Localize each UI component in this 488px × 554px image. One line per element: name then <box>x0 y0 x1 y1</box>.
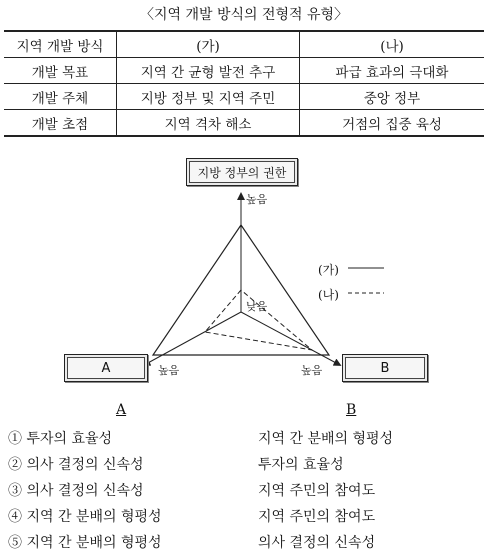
choice-number: ⑤ <box>8 535 22 551</box>
right-axis-box <box>342 354 428 382</box>
legend-label-ga: (가) <box>318 263 339 277</box>
figure-title: 〈지역 개발 방식의 전형적 유형〉 <box>139 7 349 23</box>
table-cell: 지역 간 균형 발전 추구 <box>117 58 300 84</box>
choice-number: ② <box>8 457 22 473</box>
table-cell: 개발 목표 <box>4 58 117 84</box>
choice-a-text: 지역 간 분배의 형평성 <box>26 535 162 551</box>
legend-label-na: (나) <box>318 288 339 302</box>
left-axis-box <box>64 354 148 382</box>
choice-b-text: 지역 주민의 참여도 <box>258 483 376 499</box>
table-cell: 파급 효과의 극대화 <box>300 58 485 84</box>
table-cell: 개발 주체 <box>4 84 117 110</box>
left-axis-label: A <box>67 357 145 379</box>
choice-number: ④ <box>8 509 22 525</box>
table-header-cell: (나) <box>300 31 485 58</box>
comparison-table <box>4 30 484 137</box>
table-header-cell: 지역 개발 방식 <box>4 31 117 58</box>
choice-b-text: 지역 간 분배의 형평성 <box>258 431 394 447</box>
choice-header-a: A <box>116 402 127 418</box>
choice-b-text: 지역 주민의 참여도 <box>258 509 376 525</box>
axis-left <box>146 312 241 364</box>
choice-a-text: 의사 결정의 신속성 <box>26 483 144 499</box>
choice-b-text: 투자의 효율성 <box>258 457 344 473</box>
table-cell: 개발 초점 <box>4 110 117 137</box>
table-cell: 중앙 정부 <box>300 84 485 110</box>
axis-right <box>241 312 338 364</box>
top-axis-label: 지방 정부의 권한 <box>189 161 295 183</box>
table-row <box>4 58 484 84</box>
high-label-left: 높음 <box>158 364 180 377</box>
choice-number: ① <box>8 431 22 447</box>
top-axis-box <box>186 158 298 186</box>
table-row <box>4 84 484 110</box>
table-cell: 거점의 집중 육성 <box>300 110 485 137</box>
high-label-right: 높음 <box>301 364 323 377</box>
low-label-center: 낮음 <box>246 300 268 313</box>
choice-header-b: B <box>346 402 357 418</box>
choice-a-text: 투자의 효율성 <box>26 431 113 447</box>
table-header-row <box>4 31 484 58</box>
table-row <box>4 110 484 137</box>
table-cell: 지역 격차 해소 <box>117 110 300 137</box>
high-label-top: 높음 <box>246 193 268 206</box>
choice-a-text: 지역 간 분배의 형평성 <box>26 509 162 525</box>
table-header-cell: (가) <box>117 31 300 58</box>
choice-b-text: 의사 결정의 신속성 <box>258 535 376 551</box>
choice-number: ③ <box>8 483 22 499</box>
right-axis-label: B <box>345 357 425 379</box>
table-cell: 지방 정부 및 지역 주민 <box>117 84 300 110</box>
choice-a-text: 의사 결정의 신속성 <box>26 457 144 473</box>
